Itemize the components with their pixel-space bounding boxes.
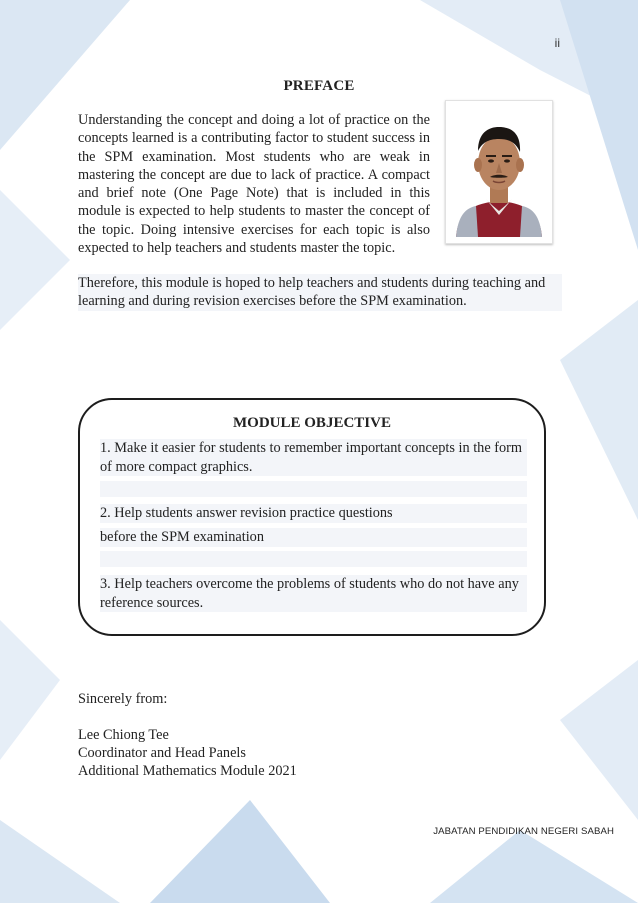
intro-paragraph: Understanding the concept and doing a lot of practice on the concepts learned is a contributing factor to student success in the SPM examination. Most students who are weak in mastering the concept are due to lack of practice. A compact and brief note (One Page Note) that is included in this module is expected to help students to master the concept of the topic. Doing intensive exercises for each topic is also expected to help teachers and students master the topic. [78,112,430,257]
objective-item-2: 2. Help students answer revision practice questions [100,504,527,523]
author-photo [445,100,553,244]
page-title: PREFACE [283,78,355,94]
objective-item-2-continued: before the SPM examination [100,528,527,547]
objective-item-1: 1. Make it easier for students to remember important concepts in the form of more compact graphics. [100,439,527,476]
closing-greeting: Sincerely from: [78,691,168,707]
portrait-image [452,107,546,237]
therefore-paragraph: Therefore, this module is hoped to help teachers and students during teaching and learning and during revision exercises before the SPM examination. [78,274,562,311]
author-role: Coordinator and Head Panels [78,745,246,761]
objective-spacer [100,551,527,567]
page-number: ii [554,36,560,50]
author-name: Lee Chiong Tee [78,727,169,743]
objective-spacer [100,481,527,497]
module-name: Additional Mathematics Module 2021 [78,763,297,779]
objective-item-3: 3. Help teachers overcome the problems of students who do not have any reference sources. [100,575,527,612]
module-objective-title: MODULE OBJECTIVE [233,415,391,431]
footer-department: JABATAN PENDIDIKAN NEGERI SABAH [433,826,614,837]
